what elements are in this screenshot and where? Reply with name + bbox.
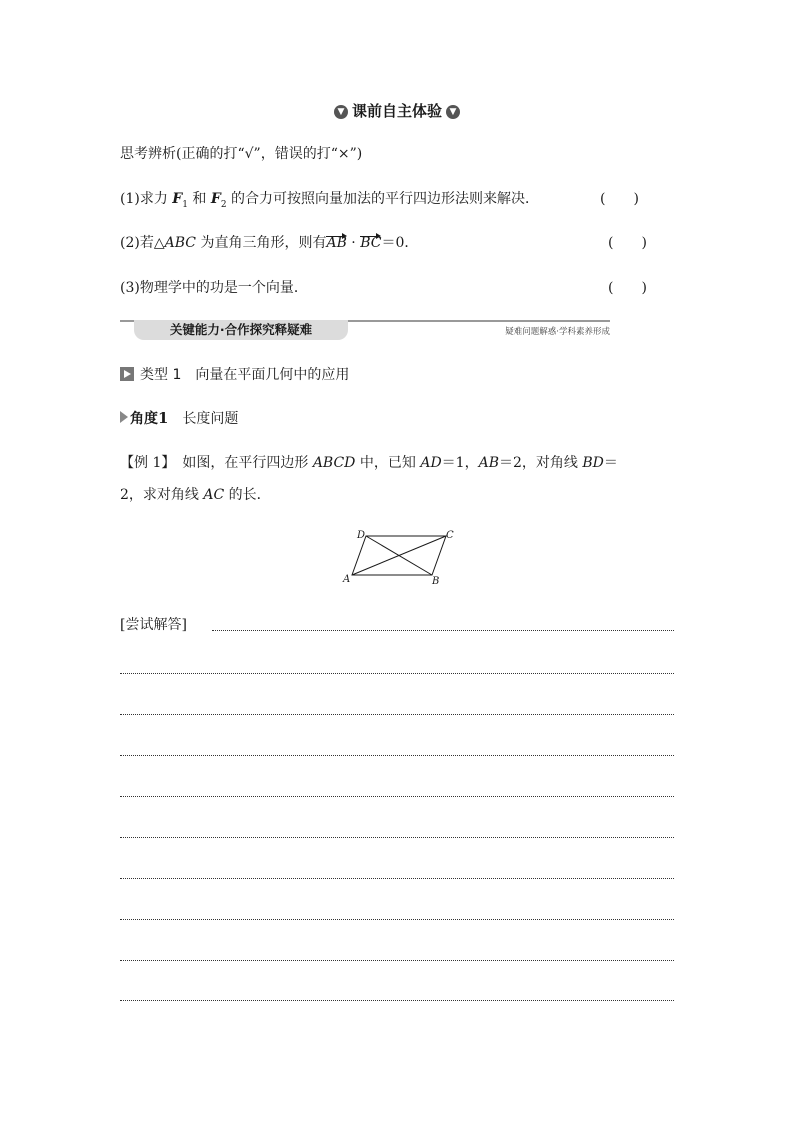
answer-paren-1: ( ) xyxy=(600,191,639,207)
play-square-icon xyxy=(120,367,134,381)
answer-line[interactable] xyxy=(120,755,674,756)
answer-line[interactable] xyxy=(120,714,674,715)
answer-line[interactable] xyxy=(120,878,674,879)
answer-line[interactable] xyxy=(120,1000,674,1001)
section-banner xyxy=(120,320,610,340)
question-1: (1)求力 $F_1$ 和 $F_2$ 的合力可按照向量加法的平行四边形法则来解决． xyxy=(120,191,540,210)
banner-subtitle: 疑难问题解惑·学科素养形成 xyxy=(505,327,610,337)
answer-line[interactable] xyxy=(120,837,674,838)
type-heading: 类型 1 向量在平面几何中的应用 xyxy=(120,364,349,384)
down-chevron-circle-icon: ▼ xyxy=(446,105,460,119)
vertex-label-a: A xyxy=(343,574,351,585)
section-title xyxy=(0,100,794,121)
section-title-text: 课前自主体验 xyxy=(351,102,442,120)
down-chevron-circle-icon: ▼ xyxy=(334,105,348,119)
question-3: (3)物理学中的功是一个向量． xyxy=(120,280,308,296)
example-1: 【例 1】 如图，在平行四边形 ABCD 中，已知 AD＝1，AB＝2，对角线 BD＝ 2，求对角线 AC 的长． xyxy=(120,455,618,503)
vertex-label-b: B xyxy=(432,576,440,587)
intro-text: 思考辨析(正确的打“√”，错误的打“×”) xyxy=(120,146,363,162)
answer-paren-2: ( ) xyxy=(608,235,647,251)
vertex-label-c: C xyxy=(446,530,454,541)
answer-line[interactable] xyxy=(120,673,674,674)
answer-line[interactable] xyxy=(212,630,674,631)
answer-paren-3: ( ) xyxy=(608,280,647,296)
angle-heading: 角度1 长度问题 xyxy=(120,408,238,428)
vector-bc: BC xyxy=(360,235,382,251)
banner-title: 关键能力·合作探究释疑难 xyxy=(134,320,348,340)
triangle-right-icon xyxy=(120,411,128,423)
answer-line[interactable] xyxy=(120,960,674,961)
vector-ab: AB xyxy=(326,235,347,251)
vertex-label-d: D xyxy=(357,530,366,541)
answer-line[interactable] xyxy=(120,796,674,797)
question-2: (2)若△ABC 为直角三角形，则有AB · BC＝0． xyxy=(120,235,419,251)
diagonal-bd xyxy=(366,536,432,575)
answer-line[interactable] xyxy=(120,919,674,920)
answer-label: [尝试解答] xyxy=(120,617,187,633)
parallelogram-figure xyxy=(336,522,460,588)
